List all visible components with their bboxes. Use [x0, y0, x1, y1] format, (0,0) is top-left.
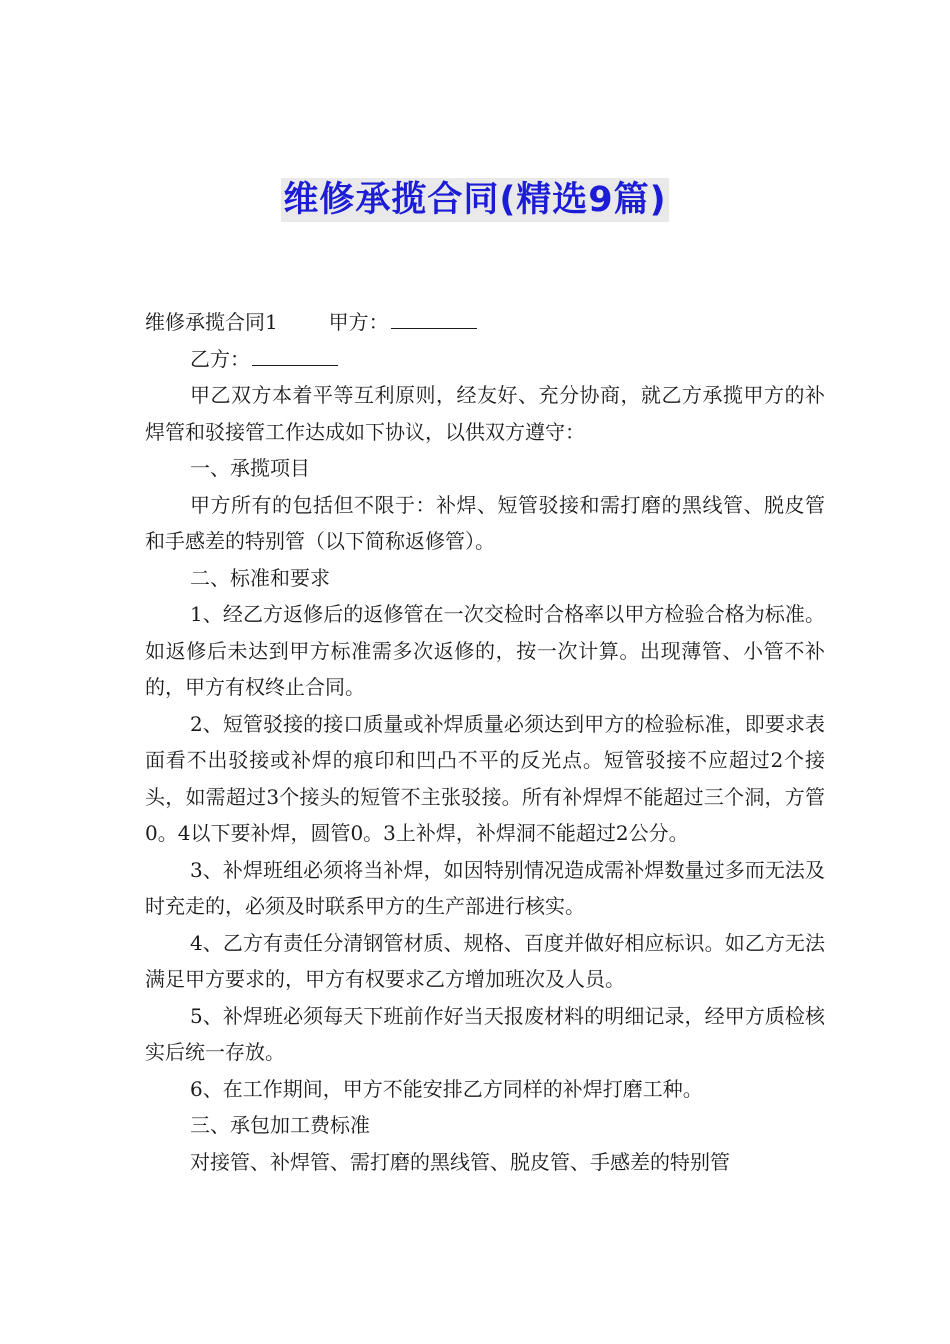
paragraph-preamble: 甲乙双方本着平等互利原则，经友好、充分协商，就乙方承揽甲方的补焊管和驳接管工作达成如下协议，以供双方遵守：	[145, 383, 825, 444]
party-a-blank	[391, 306, 477, 329]
clause-2: 2、短管驳接的接口质量或补焊质量必须达到甲方的检验标准，即要求表面看不出驳接或补焊的痕印和凹凸不平的反光点。短管驳接不应超过2个接头，如需超过3个接头的短管不主张驳接。所有补焊焊不能超过三个洞，方管0。4以下要补焊，圆管0。3上补焊，补焊洞不能超过2公分。	[145, 711, 825, 845]
document-title: 维修承揽合同(精选9篇)	[283, 180, 667, 220]
section-heading-2: 二、标准和要求	[190, 565, 330, 590]
contract-number-heading: 维修承揽合同1	[145, 310, 278, 334]
document-body	[145, 304, 825, 1180]
section-heading-3: 三、承包加工费标准	[190, 1113, 370, 1137]
heading-gap	[278, 310, 329, 334]
clause-6: 6、在工作期间，甲方不能安排乙方同样的补焊打磨工种。	[190, 1076, 703, 1101]
clause-1: 1、经乙方返修后的返修管在一次交检时合格率以甲方检验合格为标准。如返修后未达到甲方标准需多次返修的，按一次计算。出现薄管、小管不补的，甲方有权终止合同。	[145, 602, 825, 699]
title-container	[0, 178, 950, 222]
party-a-label: 甲方：	[328, 310, 389, 334]
party-b-blank	[252, 343, 338, 366]
party-b-label: 乙方：	[190, 346, 250, 371]
paragraph-fee-standard: 对接管、补焊管、需打磨的黑线管、脱皮管、手感差的特别管	[190, 1149, 730, 1174]
section-heading-1: 一、承揽项目	[190, 456, 310, 480]
party-b-line	[145, 341, 825, 378]
clause-4: 4、乙方有责任分清钢管材质、规格、百度并做好相应标识。如乙方无法满足甲方要求的，甲方有权要求乙方增加班次及人员。	[145, 930, 825, 991]
clause-5: 5、补焊班必须每天下班前作好当天报废材料的明细记录，经甲方质检核实后统一存放。	[145, 1003, 825, 1064]
clause-3: 3、补焊班组必须将当补焊，如因特别情况造成需补焊数量过多而无法及时充走的，必须及时联系甲方的生产部进行核实。	[145, 857, 825, 918]
paragraph-scope: 甲方所有的包括但不限于：补焊、短管驳接和需打磨的黑线管、脱皮管和手感差的特别管（以下简称返修管）。	[145, 492, 825, 553]
contract-heading-line	[145, 304, 825, 341]
